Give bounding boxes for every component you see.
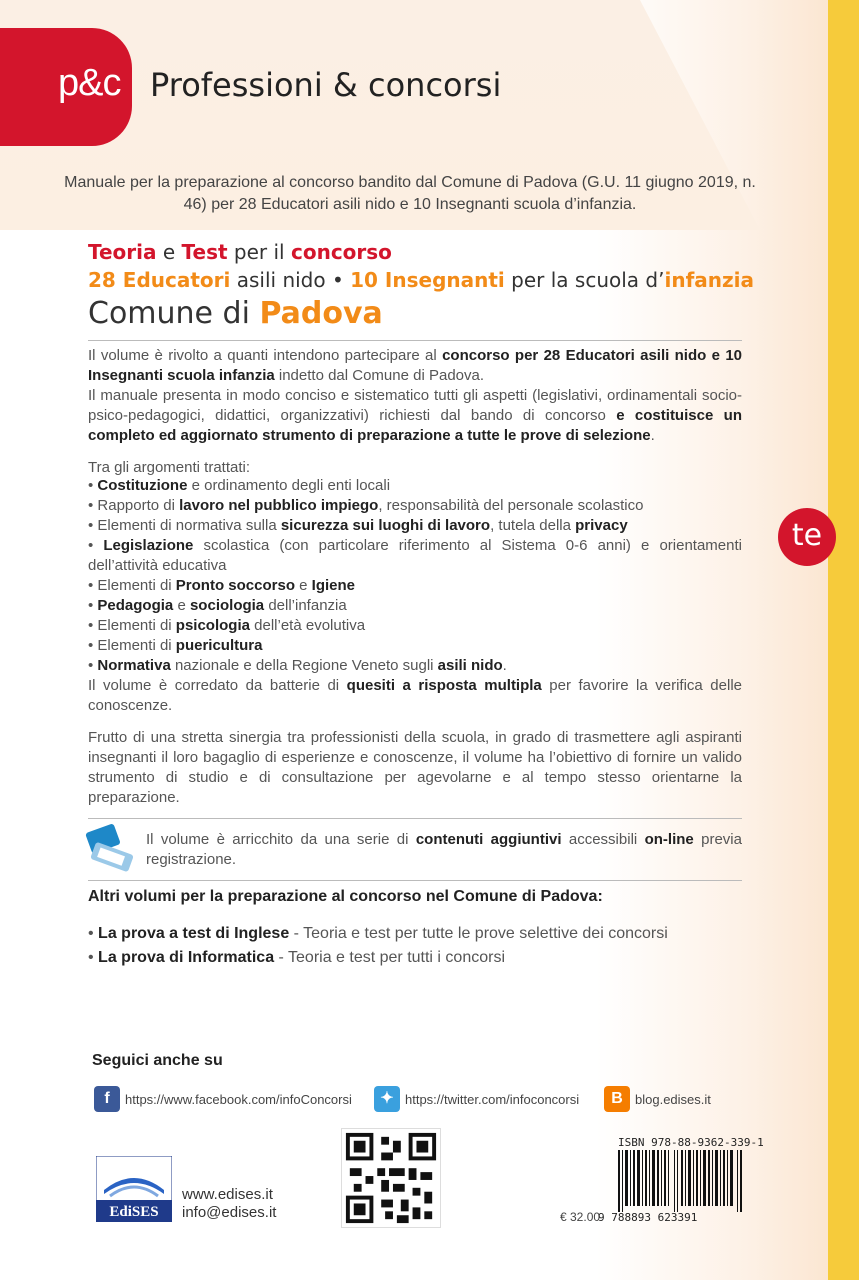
divider — [88, 818, 742, 819]
list-item: • Pedagogia e sociologia dell’infanzia — [88, 597, 347, 614]
intro-text: Manuale per la preparazione al concorso bandito dal Comune di Padova (G.U. 11 giugno 2019, n. 46) per 28 Educatori asili nido e 10 Insegnanti scuola d’infanzia. — [64, 174, 756, 213]
other-volumes-title: Altri volumi per la preparazione al concorso nel Comune di Padova: — [88, 888, 603, 905]
list-item: • Elementi di normativa sulla sicurezza sui luoghi di lavoro, tutela della privacy — [88, 517, 628, 534]
price: € 32.00 — [560, 1210, 601, 1224]
laptop-icon — [82, 824, 138, 874]
facebook-link[interactable]: f https://www.facebook.com/infoConcorsi — [94, 1086, 352, 1112]
list-item: • Costituzione e ordinamento degli enti locali — [88, 477, 391, 494]
divider — [88, 340, 742, 341]
list-item: • Elementi di psicologia dell’età evolutiva — [88, 617, 366, 634]
closing-paragraph: Frutto di una stretta sinergia tra professionisti della scuola, in grado di trasmettere agli aspiranti insegnanti il loro bagaglio di esperienze e conoscenze, il volume ha l’obiettivo di fornire un valido strumento di studio e di consultazione per agevolarne e al tempo stesso orientarne la preparazione. — [88, 729, 742, 806]
qr-code[interactable] — [341, 1128, 441, 1228]
list-item: • Normativa nazionale e della Regione Veneto sugli asili nido. — [88, 657, 507, 674]
publisher-name: EdiSES — [109, 1204, 159, 1220]
publisher-contact — [182, 1186, 276, 1222]
barcode-number: 9 788893 623391 — [598, 1211, 698, 1224]
list-item: • Rapporto di lavoro nel pubblico impiego, responsabilità del personale scolastico — [88, 497, 644, 514]
email-link[interactable]: info@edises.it — [182, 1204, 277, 1221]
series-logo: p&c — [58, 62, 121, 104]
list-item: • Legislazione scolastica (con particolare riferimento al Sistema 0-6 anni) e orientamenti dell’attività educativa — [88, 537, 742, 574]
description-paragraph: Il volume è rivolto a quanti intendono partecipare al concorso per 28 Educatori asili nido e 10 Insegnanti scuola infanzia indetto dal Comune di Padova. Il manuale presenta in modo conciso e sistematico tutti gli aspetti (legislativi, ordinamentali socio-psico-pedagogici, didattici, organizzativi) richiesti dal bando di concorso e costituisce un completo ed aggiornato strumento di preparazione a tutte le prove di selezione. — [88, 347, 742, 444]
edises-logo — [96, 1156, 172, 1222]
spine-stripe — [828, 0, 859, 1280]
book-title: Comune di Padova — [88, 296, 383, 331]
twitter-link[interactable]: ✦ https://twitter.com/infoconcorsi — [374, 1086, 579, 1112]
divider — [88, 880, 742, 881]
list-item: • Elementi di Pronto soccorso e Igiene — [88, 577, 356, 594]
blog-link[interactable]: B blog.edises.it — [604, 1086, 711, 1112]
blogger-icon: B — [604, 1086, 630, 1112]
list-item: • La prova di Informatica - Teoria e test per tutti i concorsi — [88, 949, 506, 966]
heading-line-1: Teoria e Test per il concorso — [88, 240, 392, 264]
topics-intro: Tra gli argomenti trattati: — [88, 459, 251, 476]
twitter-icon: ✦ — [374, 1086, 400, 1112]
follow-title: Seguici anche su — [92, 1052, 223, 1069]
quiz-note: Il volume è corredato da batterie di quesiti a risposta multipla per favorire la verifica delle conoscenze. — [88, 677, 742, 714]
isbn: ISBN 978-88-9362-339-1 — [618, 1136, 764, 1149]
te-badge: te — [778, 508, 836, 566]
series-title: Professioni & concorsi — [150, 66, 502, 104]
other-volumes-list — [88, 922, 668, 970]
list-item: • Elementi di puericultura — [88, 637, 263, 654]
barcode — [618, 1150, 742, 1212]
list-item: • La prova a test di Inglese - Teoria e test per tutte le prove selettive dei concorsi — [88, 925, 668, 942]
heading-line-2: 28 Educatori asili nido • 10 Insegnanti per la scuola d’infanzia — [88, 268, 754, 292]
website-link[interactable]: www.edises.it — [182, 1186, 273, 1203]
topics-list — [88, 476, 742, 716]
facebook-icon: f — [94, 1086, 120, 1112]
online-content-note: Il volume è arricchito da una serie di contenuti aggiuntivi accessibili on-line previa registrazione. — [146, 831, 742, 868]
